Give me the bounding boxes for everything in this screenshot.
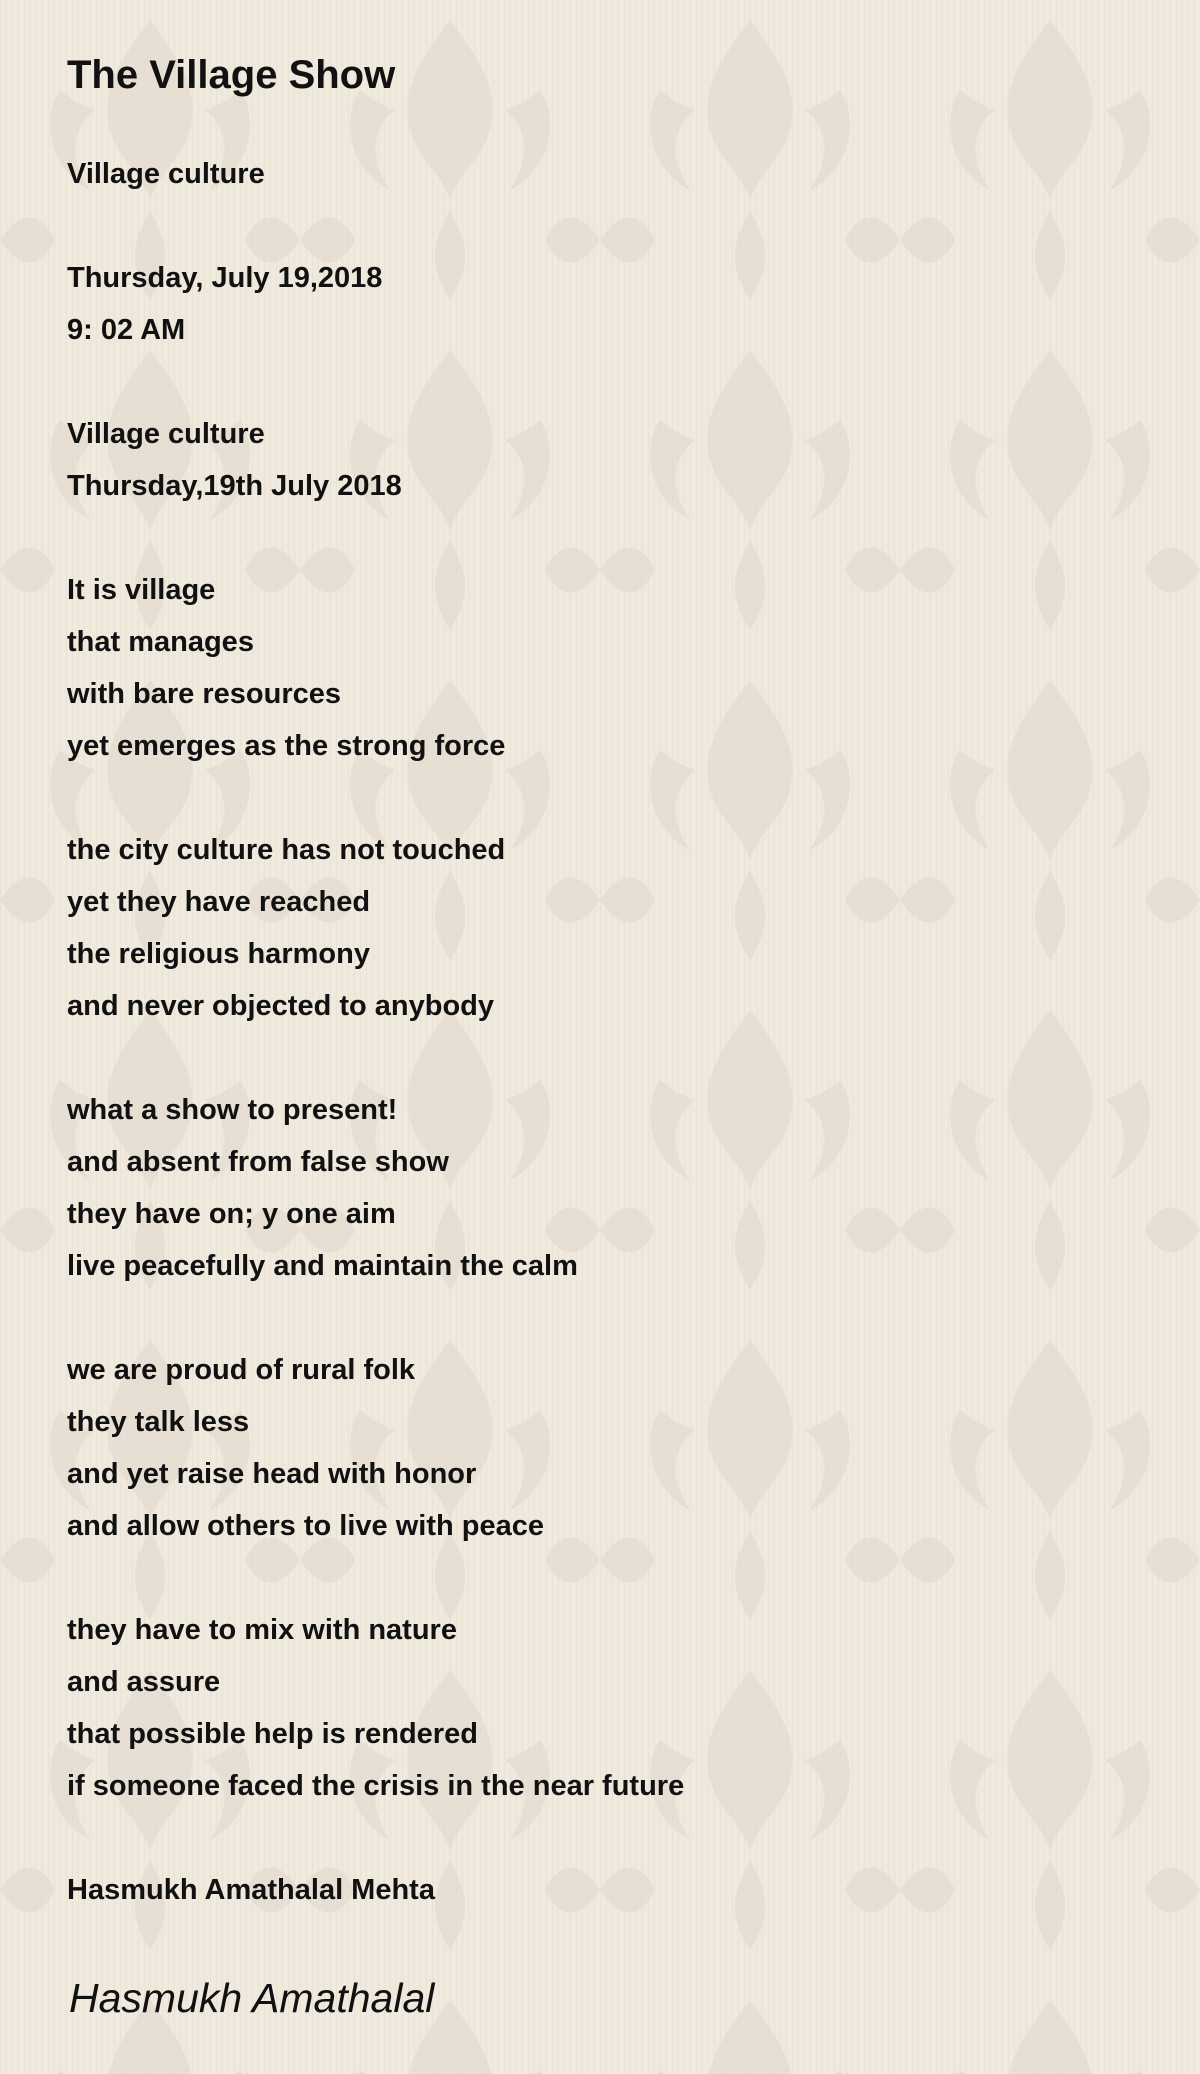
poem-line: that manages — [67, 626, 254, 658]
poem-line: yet emerges as the strong force — [67, 730, 506, 762]
poem-line: It is village — [67, 574, 216, 606]
poem-author: Hasmukh Amathalal Mehta — [67, 1874, 435, 1906]
poem-time: 9: 02 AM — [67, 314, 186, 346]
poem-line: and yet raise head with honor — [67, 1458, 477, 1490]
poem-line: they have to mix with nature — [67, 1614, 457, 1646]
stanza-gap — [67, 1032, 684, 1084]
poem-date: Thursday, July 19,2018 — [67, 262, 383, 294]
stanza-gap — [67, 1812, 684, 1864]
poem-line: what a show to present! — [67, 1094, 398, 1126]
stanza-gap — [67, 200, 684, 252]
stanza-gap — [67, 772, 684, 824]
poem-line: the religious harmony — [67, 938, 370, 970]
stanza — [67, 1344, 684, 1552]
stanza — [67, 1604, 684, 1812]
stanza — [67, 824, 684, 1032]
poem-line: and absent from false show — [67, 1146, 449, 1178]
poem-line: and assure — [67, 1666, 221, 1698]
poem-line: and allow others to live with peace — [67, 1510, 544, 1542]
stanza-gap — [67, 356, 684, 408]
poem-header-line: Village culture — [67, 418, 265, 450]
poem-title: The Village Show — [67, 53, 396, 97]
poem-line: the city culture has not touched — [67, 834, 506, 866]
stanza-gap — [67, 512, 684, 564]
stanza-gap — [67, 1292, 684, 1344]
poem-body — [67, 148, 684, 1916]
poem-header-line: Village culture — [67, 158, 265, 190]
poem-line: yet they have reached — [67, 886, 371, 918]
poem-line: that possible help is rendered — [67, 1718, 478, 1750]
poem-line: if someone faced the crisis in the near future — [67, 1770, 685, 1802]
poem-line: they talk less — [67, 1406, 250, 1438]
poem-line: and never objected to anybody — [67, 990, 495, 1022]
poem-line: live peacefully and maintain the calm — [67, 1250, 578, 1282]
stanza-gap — [67, 1552, 684, 1604]
poem-line: they have on; y one aim — [67, 1198, 396, 1230]
poem-line: we are proud of rural folk — [67, 1354, 416, 1386]
stanza — [67, 564, 684, 772]
author-signature: Hasmukh Amathalal — [69, 1975, 435, 2021]
poem-date: Thursday,19th July 2018 — [67, 470, 402, 502]
stanza — [67, 1084, 684, 1292]
poem-line: with bare resources — [67, 678, 341, 710]
